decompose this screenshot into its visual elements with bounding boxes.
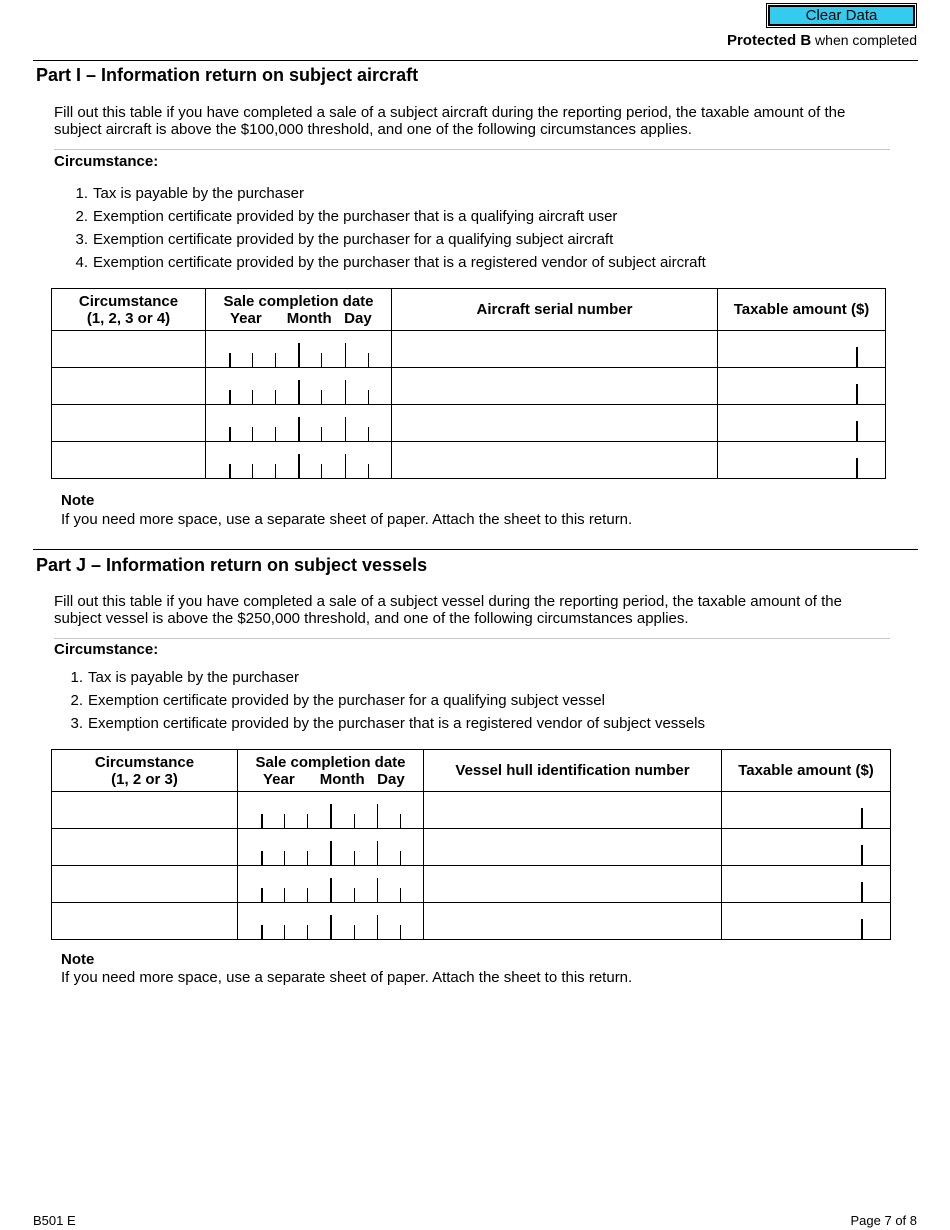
part-j-circumstance-list	[63, 668, 705, 737]
part-j-title: Part J – Information return on subject vessels	[36, 555, 428, 575]
part-j-note-text: If you need more space, use a separate sheet of paper. Attach the sheet to this return.	[61, 969, 633, 986]
part-i-table	[51, 288, 886, 479]
taxable-amount-field[interactable]	[722, 866, 891, 903]
part-i-intro: Fill out this table if you have completed a sale of a subject aircraft during the reporting period, the taxable amount of the subject aircraft is above the $100,000 threshold, and one of the following circumstances applies.	[54, 104, 846, 138]
taxable-amount-field[interactable]	[718, 405, 886, 442]
list-item: 1. Tax is payable by the purchaser	[70, 669, 299, 686]
section-divider	[33, 60, 918, 61]
table-row	[52, 405, 886, 442]
aircraft-serial-field[interactable]	[392, 368, 718, 405]
table-row	[52, 442, 886, 479]
vessel-hull-id-field[interactable]	[424, 903, 722, 940]
vessel-hull-id-field[interactable]	[424, 792, 722, 829]
part-i-circumstance-label: Circumstance:	[54, 153, 159, 170]
divider	[54, 638, 890, 639]
col-header-vessel-hull-id: Vessel hull identification number	[424, 750, 722, 792]
circumstance-field[interactable]	[52, 903, 238, 940]
aircraft-serial-field[interactable]	[392, 405, 718, 442]
table-row	[52, 792, 891, 829]
part-j-circumstance-label: Circumstance:	[54, 641, 159, 658]
col-header-aircraft-serial: Aircraft serial number	[392, 289, 718, 331]
taxable-amount-field[interactable]	[722, 829, 891, 866]
part-j-note-heading: Note	[61, 951, 95, 968]
taxable-amount-field[interactable]	[722, 903, 891, 940]
circumstance-field[interactable]	[52, 405, 206, 442]
aircraft-serial-field[interactable]	[392, 442, 718, 479]
circumstance-field[interactable]	[52, 829, 238, 866]
sale-date-field[interactable]	[206, 331, 392, 368]
list-item: 2. Exemption certificate provided by the purchaser that is a qualifying aircraft user	[75, 208, 618, 225]
page-number: Page 7 of 8	[850, 1213, 917, 1228]
aircraft-serial-field[interactable]	[392, 331, 718, 368]
col-header-taxable-amount: Taxable amount ($)	[718, 289, 886, 331]
table-row	[52, 829, 891, 866]
circumstance-field[interactable]	[52, 442, 206, 479]
taxable-amount-field[interactable]	[718, 368, 886, 405]
part-i-note-heading: Note	[61, 492, 95, 509]
sale-date-field[interactable]	[238, 792, 424, 829]
taxable-amount-field[interactable]	[718, 331, 886, 368]
part-i-circumstance-list	[68, 184, 706, 276]
circumstance-field[interactable]	[52, 331, 206, 368]
list-item: 3. Exemption certificate provided by the purchaser that is a registered vendor of subject vessels	[70, 715, 705, 732]
table-row	[52, 866, 891, 903]
list-item: 2. Exemption certificate provided by the purchaser for a qualifying subject vessel	[70, 692, 605, 709]
list-item: 4. Exemption certificate provided by the purchaser that is a registered vendor of subject aircraft	[75, 254, 706, 271]
taxable-amount-field[interactable]	[718, 442, 886, 479]
vessel-hull-id-field[interactable]	[424, 829, 722, 866]
sale-date-field[interactable]	[238, 829, 424, 866]
circumstance-field[interactable]	[52, 866, 238, 903]
circumstance-field[interactable]	[52, 792, 238, 829]
col-header-circumstance: Circumstance (1, 2 or 3)	[52, 750, 238, 792]
col-header-taxable-amount: Taxable amount ($)	[722, 750, 891, 792]
table-row	[52, 331, 886, 368]
protected-b-label: Protected B when completed	[726, 32, 917, 49]
clear-data-button[interactable]: Clear Data	[768, 5, 915, 26]
sale-date-field[interactable]	[206, 368, 392, 405]
list-item: 3. Exemption certificate provided by the purchaser for a qualifying subject aircraft	[75, 231, 614, 248]
table-row	[52, 368, 886, 405]
part-j-intro: Fill out this table if you have completed a sale of a subject vessel during the reporting period, the taxable amount of the subject vessel is above the $250,000 threshold, and one of the following circumstances applies.	[54, 593, 842, 627]
divider	[54, 149, 890, 150]
part-i-title: Part I – Information return on subject aircraft	[36, 65, 419, 85]
col-header-circumstance: Circumstance (1, 2, 3 or 4)	[52, 289, 206, 331]
sale-date-field[interactable]	[238, 866, 424, 903]
vessel-hull-id-field[interactable]	[424, 866, 722, 903]
table-row	[52, 903, 891, 940]
form-id: B501 E	[33, 1213, 76, 1228]
part-i-note-text: If you need more space, use a separate sheet of paper. Attach the sheet to this return.	[61, 511, 633, 528]
col-header-sale-date: Sale completion date Year Month Day	[206, 289, 392, 331]
sale-date-field[interactable]	[206, 442, 392, 479]
sale-date-field[interactable]	[206, 405, 392, 442]
col-header-sale-date: Sale completion date Year Month Day	[238, 750, 424, 792]
sale-date-field[interactable]	[238, 903, 424, 940]
section-divider	[33, 549, 918, 550]
circumstance-field[interactable]	[52, 368, 206, 405]
list-item: 1. Tax is payable by the purchaser	[75, 185, 304, 202]
part-j-table	[51, 749, 891, 940]
taxable-amount-field[interactable]	[722, 792, 891, 829]
